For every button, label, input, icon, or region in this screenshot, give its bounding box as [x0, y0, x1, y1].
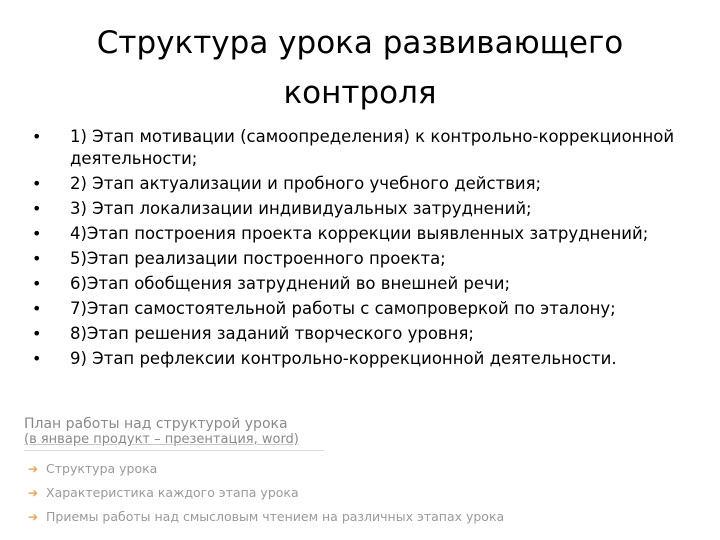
stage-text: 4)Этап построения проекта коррекции выявленных затруднений; [70, 223, 649, 243]
stage-text: 7)Этап самостоятельной работы с самопроверкой по эталону; [70, 299, 616, 319]
bullet-icon: • [32, 273, 42, 293]
stage-text: 1) Этап мотивации (самоопределения) к контрольно-коррекционной деятельности; [70, 127, 675, 168]
bullet-icon: • [32, 127, 42, 146]
bullet-icon: • [32, 173, 42, 193]
work-plan-heading: План работы над структурой урока [24, 416, 288, 432]
bullet-icon: • [32, 299, 42, 319]
work-plan-section [24, 416, 584, 529]
stage-text: 9) Этап рефлексии контрольно-коррекционной деятельности. [70, 349, 617, 369]
stage-item [26, 198, 706, 220]
stage-text: 8)Этап решения заданий творческого уровня; [70, 324, 474, 344]
bullet-icon: • [32, 349, 42, 369]
stage-text: 3) Этап локализации индивидуальных затруднений; [70, 198, 532, 218]
bullet-icon: • [32, 223, 42, 243]
stage-item [26, 173, 706, 195]
divider [24, 450, 324, 451]
arrow-right-icon: ➔ [28, 486, 39, 500]
work-plan-item [24, 457, 584, 481]
stage-text: 5)Этап реализации построенного проекта; [70, 248, 446, 268]
arrow-right-icon: ➔ [28, 510, 39, 524]
work-plan-subheading: (в январе продукт – презентация, word) [24, 432, 299, 447]
stage-item [26, 126, 706, 169]
stage-item [26, 348, 706, 370]
stage-text: 6)Этап обобщения затруднений во внешней речи; [70, 273, 511, 293]
work-plan-item-text: Приемы работы над смысловым чтением на различных этапах урока [46, 509, 505, 524]
stage-item [26, 273, 706, 295]
stage-item [26, 248, 706, 270]
slide-title: Структура урока развивающего контроля [96, 25, 624, 111]
stage-item [26, 323, 706, 345]
stage-list [26, 126, 706, 373]
work-plan-list [24, 457, 584, 529]
bullet-icon: • [32, 248, 42, 268]
bullet-icon: • [32, 198, 42, 218]
stage-text: 2) Этап актуализации и пробного учебного действия; [70, 173, 542, 193]
work-plan-item-text: Структура урока [46, 461, 158, 476]
work-plan-item [24, 481, 584, 505]
stage-item [26, 298, 706, 320]
stage-item [26, 223, 706, 245]
work-plan-item [24, 505, 584, 529]
work-plan-item-text: Характеристика каждого этапа урока [46, 485, 299, 500]
arrow-right-icon: ➔ [28, 462, 39, 476]
bullet-icon: • [32, 324, 42, 344]
